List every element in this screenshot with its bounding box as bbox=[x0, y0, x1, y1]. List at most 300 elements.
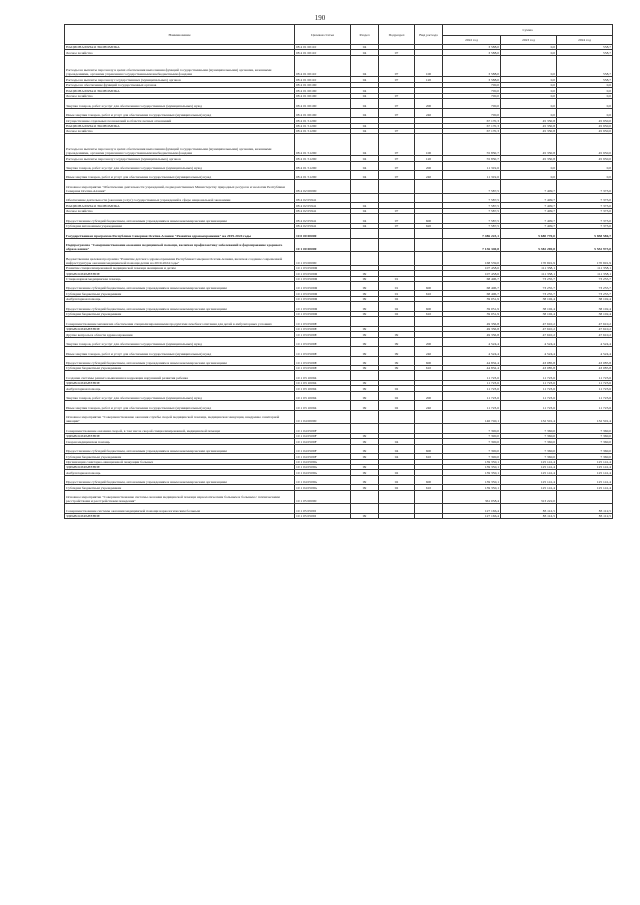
header-year-2023: 2023 год bbox=[501, 36, 557, 45]
row-sum-2022: 127 166,4 bbox=[443, 513, 501, 518]
row-sum-2024: 558,7 bbox=[557, 55, 613, 77]
row-subsection: 07 bbox=[379, 108, 415, 117]
row-expense-type bbox=[415, 252, 443, 266]
row-sum-2023: 38 102,4 bbox=[501, 296, 557, 301]
row-name: Совершенствование системы оказания медицинской помощи наркологическим больным bbox=[65, 504, 295, 513]
row-sum-2024: 73 255,7 bbox=[557, 291, 613, 296]
row-sum-2023: 313 222,0 bbox=[501, 490, 557, 504]
row-target-code: 10 1 05 0509I bbox=[295, 504, 351, 513]
row-section bbox=[351, 317, 379, 326]
row-sum-2024: 4 524,4 bbox=[557, 337, 613, 346]
row-sum-2022: 7 587,5 bbox=[443, 193, 501, 202]
row-section: 04 bbox=[351, 108, 379, 117]
row-name: Лесное хозяйство bbox=[65, 129, 295, 134]
row-sum-2023: 38 102,4 bbox=[501, 302, 557, 311]
row-section: 09 bbox=[351, 302, 379, 311]
row-name: ЗДРАВООХРАНЕНИЕ bbox=[65, 464, 295, 469]
row-name: Организация санитарно-авиационной эвакуации больных bbox=[65, 459, 295, 464]
row-target-code: 10 1 03 0509E bbox=[295, 332, 351, 337]
row-subsection: 04 bbox=[379, 439, 415, 444]
row-section: 09 bbox=[351, 311, 379, 316]
page-number: 190 bbox=[314, 14, 326, 22]
row-name: Совершенствование оказания скорой, в том числе скорой специализированной, медицинской помощи bbox=[65, 424, 295, 433]
row-sum-2024: 45 950,0 bbox=[557, 134, 613, 156]
row-sum-2024: 45 950,0 bbox=[557, 129, 613, 134]
row-sum-2023: 83 112,5 bbox=[501, 513, 557, 518]
row-name: Создание системы раннего выявления и коррекции нарушений развития ребенка bbox=[65, 371, 295, 380]
row-sum-2022: 139 350,1 bbox=[443, 475, 501, 484]
row-expense-type bbox=[415, 238, 443, 252]
row-subsection: 01 bbox=[379, 291, 415, 296]
row-section: 04 bbox=[351, 55, 379, 77]
row-sum-2022: 11 723,6 bbox=[443, 371, 501, 380]
row-name: НАЦИОНАЛЬНАЯ ЭКОНОМИКА bbox=[65, 45, 295, 50]
row-sum-2022: 7 390,0 bbox=[443, 433, 501, 438]
row-section: 09 bbox=[351, 291, 379, 296]
row-name: Расходы на выплаты персоналу государственных (муниципальных) органов bbox=[65, 77, 295, 82]
row-sum-2024: 7 373,0 bbox=[557, 208, 613, 213]
row-sum-2022: 7 486 223,1 bbox=[443, 229, 501, 238]
row-subsection: 02 bbox=[379, 475, 415, 484]
row-section: 04 bbox=[351, 123, 379, 128]
row-sum-2023: 7 360,0 bbox=[501, 454, 557, 459]
header-subsection: Подраздел bbox=[379, 25, 415, 45]
row-sum-2023: 11 723,6 bbox=[501, 401, 557, 410]
row-expense-type: 600 bbox=[415, 282, 443, 291]
row-expense-type: 600 bbox=[415, 356, 443, 365]
row-name: Лесное хозяйство bbox=[65, 208, 295, 213]
row-sum-2023: 45 350,8 bbox=[501, 156, 557, 161]
row-subsection: 04 bbox=[379, 454, 415, 459]
row-section: 09 bbox=[351, 332, 379, 337]
row-sum-2024: 7 360,0 bbox=[557, 454, 613, 459]
row-name: НАЦИОНАЛЬНАЯ ЭКОНОМИКА bbox=[65, 203, 295, 208]
row-name: Иные закупки товаров, работ и услуг для обеспечения государственных (муниципальных) нужд bbox=[65, 347, 295, 356]
row-sum-2023: 7 409,7 bbox=[501, 214, 557, 223]
row-target-code: 08 4 02 05941 bbox=[295, 203, 351, 208]
row-sum-2023: 125 141,4 bbox=[501, 485, 557, 490]
table-row bbox=[65, 490, 613, 504]
row-sum-2022: 139 350,1 bbox=[443, 470, 501, 475]
row-sum-2024: 45 950,0 bbox=[557, 156, 613, 161]
table-row bbox=[65, 410, 613, 424]
row-name: Субсидии бюджетным учреждениям bbox=[65, 454, 295, 459]
row-sum-2024: 73 255,7 bbox=[557, 282, 613, 291]
row-target-code: 10 1 04 0509G bbox=[295, 475, 351, 484]
row-name: Лесное хозяйство bbox=[65, 50, 295, 55]
row-target-code: 08 4 01 00110 bbox=[295, 55, 351, 77]
table-row bbox=[65, 99, 613, 108]
row-section: 09 bbox=[351, 296, 379, 301]
row-subsection: 07 bbox=[379, 55, 415, 77]
row-sum-2022: 7 587,5 bbox=[443, 203, 501, 208]
row-expense-type bbox=[415, 490, 443, 504]
row-section: 04 bbox=[351, 223, 379, 228]
row-section: 09 bbox=[351, 366, 379, 371]
row-sum-2024: 7 373,0 bbox=[557, 223, 613, 228]
row-sum-2023: 5 680 770,0 bbox=[501, 229, 557, 238]
row-subsection bbox=[379, 371, 415, 380]
row-name: Предоставление субсидий бюджетным, автономным учреждениям и иным некоммерческим организациям bbox=[65, 444, 295, 453]
row-section: 04 bbox=[351, 161, 379, 170]
row-sum-2024: 5 858 586,7 bbox=[557, 229, 613, 238]
row-sum-2024: 4 524,4 bbox=[557, 347, 613, 356]
row-subsection: 02 bbox=[379, 296, 415, 301]
row-subsection: 09 bbox=[379, 366, 415, 371]
row-sum-2024: 11 723,6 bbox=[557, 380, 613, 385]
row-sum-2023: 45 350,8 bbox=[501, 134, 557, 156]
row-sum-2023: 0,0 bbox=[501, 50, 557, 55]
row-sum-2022: 4 524,4 bbox=[443, 347, 501, 356]
row-sum-2023: 125 141,4 bbox=[501, 464, 557, 469]
row-target-code: 10 1 04 0509F bbox=[295, 424, 351, 433]
row-sum-2022: 68 406,7 bbox=[443, 276, 501, 281]
header-section: Раздел bbox=[351, 25, 379, 45]
row-sum-2022: 107 458,6 bbox=[443, 265, 501, 270]
row-sum-2024: 11 723,6 bbox=[557, 401, 613, 410]
row-name: Субсидии бюджетным учреждениям bbox=[65, 311, 295, 316]
row-expense-type bbox=[415, 513, 443, 518]
row-name: Обеспечение деятельности (оказание услуг) государственных учреждений в сфере национальной экономики bbox=[65, 193, 295, 202]
row-sum-2024: 125 141,4 bbox=[557, 470, 613, 475]
row-sum-2024: 0,0 bbox=[557, 161, 613, 170]
row-sum-2022: 7 587,5 bbox=[443, 180, 501, 194]
row-section bbox=[351, 229, 379, 238]
row-sum-2022: 44 832,4 bbox=[443, 356, 501, 365]
row-sum-2022: 68 406,7 bbox=[443, 291, 501, 296]
table-row bbox=[65, 317, 613, 326]
row-sum-2022: 168 539,0 bbox=[443, 252, 501, 266]
table-row bbox=[65, 347, 613, 356]
row-sum-2024: 0,0 bbox=[557, 88, 613, 93]
row-name: Государственная программа Республики Северная Осетия-Алания "Развитие здравоохранения" на 2019-2024 годы bbox=[65, 229, 295, 238]
row-sum-2023: 7 409,7 bbox=[501, 223, 557, 228]
row-sum-2024: 0,0 bbox=[557, 99, 613, 108]
row-sum-2024: 0,0 bbox=[557, 93, 613, 98]
row-section: 09 bbox=[351, 433, 379, 438]
row-sum-2023: 132 501,4 bbox=[501, 410, 557, 424]
row-sum-2022: 700,0 bbox=[443, 108, 501, 117]
budget-table bbox=[64, 24, 613, 519]
row-sum-2023: 0,0 bbox=[501, 170, 557, 179]
table-row bbox=[65, 504, 613, 513]
row-section: 09 bbox=[351, 470, 379, 475]
row-target-code: 10 1 03 0509D bbox=[295, 291, 351, 296]
row-expense-type: 610 bbox=[415, 291, 443, 296]
row-sum-2024: 43 085,8 bbox=[557, 366, 613, 371]
row-sum-2024: 125 141,4 bbox=[557, 459, 613, 464]
row-name: Закупка товаров, работ и услуг для обеспечения государственных (муниципальных) нужд bbox=[65, 161, 295, 170]
row-sum-2023: 45 350,8 bbox=[501, 118, 557, 123]
row-section: 09 bbox=[351, 326, 379, 331]
row-subsection bbox=[379, 317, 415, 326]
row-subsection: 02 bbox=[379, 470, 415, 475]
row-section: 09 bbox=[351, 337, 379, 346]
row-expense-type: 620 bbox=[415, 223, 443, 228]
row-subsection bbox=[379, 410, 415, 424]
row-name: Предоставление субсидий бюджетным, автономным учреждениям и иным некоммерческим организациям bbox=[65, 356, 295, 365]
row-section: 09 bbox=[351, 271, 379, 276]
row-sum-2024: 7 360,0 bbox=[557, 424, 613, 433]
row-section: 09 bbox=[351, 401, 379, 410]
row-name: ЗДРАВООХРАНЕНИЕ bbox=[65, 271, 295, 276]
row-sum-2022: 3 588,0 bbox=[443, 50, 501, 55]
row-target-code: 08 4 02 00000 bbox=[295, 180, 351, 194]
table-row bbox=[65, 180, 613, 194]
header-sum: Сумма bbox=[443, 25, 613, 36]
row-section: 04 bbox=[351, 88, 379, 93]
row-target-code: 10 1 03 0509E bbox=[295, 366, 351, 371]
row-sum-2022: 7 390,0 bbox=[443, 444, 501, 453]
row-sum-2022: 68 406,7 bbox=[443, 282, 501, 291]
row-sum-2022: 139 350,1 bbox=[443, 485, 501, 490]
row-sum-2024 bbox=[557, 490, 613, 504]
row-sum-2023: 73 255,7 bbox=[501, 282, 557, 291]
row-expense-type bbox=[415, 504, 443, 513]
row-expense-type: 600 bbox=[415, 444, 443, 453]
row-sum-2024: 7 360,0 bbox=[557, 433, 613, 438]
row-target-code: 10 1 03 0509E bbox=[295, 337, 351, 346]
row-sum-2024: 0,0 bbox=[557, 108, 613, 117]
row-sum-2024: 45 950,0 bbox=[557, 118, 613, 123]
row-sum-2023: 0,0 bbox=[501, 45, 557, 50]
row-sum-2022: 7 587,5 bbox=[443, 214, 501, 223]
row-target-code: 10 1 03 10094 bbox=[295, 380, 351, 385]
row-name: НАЦИОНАЛЬНАЯ ЭКОНОМИКА bbox=[65, 88, 295, 93]
row-sum-2023: 43 085,8 bbox=[501, 366, 557, 371]
row-sum-2022: 7 390,0 bbox=[443, 439, 501, 444]
row-target-code: 08 4 01 00190 bbox=[295, 82, 351, 87]
row-expense-type: 600 bbox=[415, 302, 443, 311]
row-target-code: 08 4 01 00110 bbox=[295, 45, 351, 50]
row-subsection: 09 bbox=[379, 337, 415, 346]
row-target-code: 10 1 03 10094 bbox=[295, 401, 351, 410]
table-row bbox=[65, 391, 613, 400]
row-name: Субсидии бюджетным учреждениям bbox=[65, 485, 295, 490]
row-subsection bbox=[379, 252, 415, 266]
row-name: Расходы на выплаты персоналу в целях обеспечения выполнения функций государственными (муниципальными) органами, казенными учреждениями, органами управления государственными внебюджетными фондами bbox=[65, 134, 295, 156]
row-sum-2023: 7 409,7 bbox=[501, 203, 557, 208]
row-subsection: 07 bbox=[379, 77, 415, 82]
row-section: 09 bbox=[351, 356, 379, 365]
row-target-code: 08 4 01 51290 bbox=[295, 123, 351, 128]
row-sum-2023: 11 723,6 bbox=[501, 380, 557, 385]
table-row bbox=[65, 424, 613, 433]
table-row bbox=[65, 356, 613, 365]
row-sum-2022: 11 723,6 bbox=[443, 380, 501, 385]
row-sum-2022: 139 350,1 bbox=[443, 464, 501, 469]
row-sum-2022: 55 850,7 bbox=[443, 134, 501, 156]
row-sum-2023: 45 350,8 bbox=[501, 129, 557, 134]
row-target-code: 10 1 04 00000 bbox=[295, 410, 351, 424]
row-sum-2023: 0,0 bbox=[501, 93, 557, 98]
row-target-code: 08 4 01 51290 bbox=[295, 156, 351, 161]
row-section: 09 bbox=[351, 347, 379, 356]
table-row bbox=[65, 238, 613, 252]
row-expense-type: 610 bbox=[415, 454, 443, 459]
row-expense-type bbox=[415, 193, 443, 202]
row-subsection bbox=[379, 504, 415, 513]
row-sum-2023: 47 610,2 bbox=[501, 326, 557, 331]
row-sum-2023: 0,0 bbox=[501, 77, 557, 82]
row-name: ЗДРАВООХРАНЕНИЕ bbox=[65, 326, 295, 331]
row-sum-2022: 4 524,4 bbox=[443, 337, 501, 346]
row-subsection: 07 bbox=[379, 170, 415, 179]
row-sum-2022: 127 166,4 bbox=[443, 504, 501, 513]
row-sum-2022: 361 058,4 bbox=[443, 490, 501, 504]
row-sum-2022: 67 170,3 bbox=[443, 123, 501, 128]
row-name: Субсидии бюджетным учреждениям bbox=[65, 291, 295, 296]
table-row bbox=[65, 337, 613, 346]
row-name: Развитие специализированной медицинской помощи женщинам и детям bbox=[65, 265, 295, 270]
row-sum-2023: 7 409,7 bbox=[501, 180, 557, 194]
row-section: 04 bbox=[351, 170, 379, 179]
row-target-code: 10 1 00 00000 bbox=[295, 238, 351, 252]
row-name: Субсидии автономным учреждениям bbox=[65, 223, 295, 228]
row-expense-type bbox=[415, 229, 443, 238]
row-name: Основное мероприятие "Обеспечение деятельности учреждений, подведомственных Министерству природных ресурсов и экологии Республики Северная Осетия-Алания" bbox=[65, 180, 295, 194]
row-target-code: 10 1 04 0509F bbox=[295, 439, 351, 444]
row-sum-2024: 11 723,6 bbox=[557, 386, 613, 391]
row-sum-2022: 3 588,0 bbox=[443, 45, 501, 50]
row-subsection bbox=[379, 193, 415, 202]
row-sum-2024: 83 112,5 bbox=[557, 513, 613, 518]
row-sum-2023: 0,0 bbox=[501, 82, 557, 87]
table-row bbox=[65, 302, 613, 311]
row-subsection bbox=[379, 229, 415, 238]
row-sum-2024: 558,7 bbox=[557, 77, 613, 82]
table-row bbox=[65, 108, 613, 117]
header-name: Наименование bbox=[65, 25, 295, 45]
row-target-code: 10 1 04 0509F bbox=[295, 433, 351, 438]
row-sum-2022: 39 051,9 bbox=[443, 311, 501, 316]
row-section bbox=[351, 252, 379, 266]
row-section: 09 bbox=[351, 513, 379, 518]
row-subsection: 07 bbox=[379, 161, 415, 170]
row-subsection bbox=[379, 238, 415, 252]
row-sum-2024: 7 373,0 bbox=[557, 214, 613, 223]
row-name: Расходы на обеспечение функций государственных органов bbox=[65, 82, 295, 87]
row-subsection: 09 bbox=[379, 347, 415, 356]
row-sum-2023: 11 723,6 bbox=[501, 386, 557, 391]
row-sum-2023: 4 524,4 bbox=[501, 347, 557, 356]
row-sum-2022: 700,0 bbox=[443, 82, 501, 87]
row-section: 04 bbox=[351, 134, 379, 156]
table-row bbox=[65, 475, 613, 484]
row-sum-2023: 7 409,7 bbox=[501, 193, 557, 202]
row-sum-2022: 49 356,8 bbox=[443, 317, 501, 326]
row-target-code: 10 1 03 0509D bbox=[295, 296, 351, 301]
row-sum-2022: 3 588,0 bbox=[443, 55, 501, 77]
row-target-code: 10 1 04 0509G bbox=[295, 459, 351, 464]
row-sum-2022: 67 170,3 bbox=[443, 129, 501, 134]
row-target-code: 08 4 01 51290 bbox=[295, 129, 351, 134]
row-sum-2023: 0,0 bbox=[501, 161, 557, 170]
row-sum-2023: 125 141,4 bbox=[501, 470, 557, 475]
row-sum-2024: 170 691,9 bbox=[557, 252, 613, 266]
row-name: Стационарная медицинская помощь bbox=[65, 276, 295, 281]
row-sum-2023: 73 255,7 bbox=[501, 276, 557, 281]
row-sum-2024: 38 102,4 bbox=[557, 311, 613, 316]
row-name: Скорая медицинская помощь bbox=[65, 439, 295, 444]
header-year-2024: 2024 год bbox=[557, 36, 613, 45]
row-subsection: 07 bbox=[379, 208, 415, 213]
row-sum-2022: 7 136 340,8 bbox=[443, 238, 501, 252]
row-name: Основное мероприятие "Совершенствование оказания службы скорой медицинской помощи, медицинская эвакуация, внедрение санитарной авиации" bbox=[65, 410, 295, 424]
row-section: 09 bbox=[351, 444, 379, 453]
header-expense-type: Вид расхода bbox=[415, 25, 443, 45]
row-section bbox=[351, 180, 379, 194]
row-subsection: 09 bbox=[379, 356, 415, 365]
row-name: ЗДРАВООХРАНЕНИЕ bbox=[65, 380, 295, 385]
row-target-code: 08 4 01 51290 bbox=[295, 161, 351, 170]
row-sum-2022: 7 390,0 bbox=[443, 424, 501, 433]
row-expense-type: 120 bbox=[415, 156, 443, 161]
row-name: Закупка товаров, работ и услуг для обеспечения государственных (муниципальных) нужд bbox=[65, 99, 295, 108]
row-section: 09 bbox=[351, 439, 379, 444]
row-subsection: 07 bbox=[379, 134, 415, 156]
row-target-code: 10 1 03 0509D bbox=[295, 276, 351, 281]
header-year-2022: 2022 год bbox=[443, 36, 501, 45]
row-target-code: 08 4 01 00190 bbox=[295, 108, 351, 117]
row-section: 04 bbox=[351, 129, 379, 134]
row-sum-2023: 7 360,0 bbox=[501, 433, 557, 438]
row-target-code: 10 1 03 0509E bbox=[295, 347, 351, 356]
row-section: 04 bbox=[351, 77, 379, 82]
row-target-code: 08 4 02 05941 bbox=[295, 193, 351, 202]
row-subsection: 02 bbox=[379, 302, 415, 311]
row-sum-2022: 11 319,6 bbox=[443, 170, 501, 179]
row-section: 04 bbox=[351, 214, 379, 223]
row-sum-2024: 125 141,4 bbox=[557, 475, 613, 484]
row-sum-2022: 49 356,8 bbox=[443, 332, 501, 337]
row-name: Основное мероприятие "Совершенствование системы оказания медицинской помощи наркологическим больным и больным с психическими расстройствами и расстройствами поведения" bbox=[65, 490, 295, 504]
row-target-code: 10 1 03 10094 bbox=[295, 391, 351, 400]
row-sum-2024: 47 610,2 bbox=[557, 317, 613, 326]
row-target-code: 08 4 01 00110 bbox=[295, 77, 351, 82]
row-sum-2024: 125 141,4 bbox=[557, 464, 613, 469]
row-sum-2024: 5 552 973,0 bbox=[557, 238, 613, 252]
row-sum-2023: 7 409,7 bbox=[501, 208, 557, 213]
row-name: Расходы на выплаты персоналу государственных (муниципальных) органов bbox=[65, 156, 295, 161]
row-expense-type: 610 bbox=[415, 311, 443, 316]
table-row bbox=[65, 252, 613, 266]
row-sum-2022: 11 723,6 bbox=[443, 391, 501, 400]
row-sum-2022: 7 587,5 bbox=[443, 208, 501, 213]
row-sum-2023: 73 255,7 bbox=[501, 291, 557, 296]
row-subsection: 02 bbox=[379, 401, 415, 410]
row-sum-2022: 11 723,6 bbox=[443, 386, 501, 391]
row-sum-2024: 11 723,6 bbox=[557, 371, 613, 380]
row-section bbox=[351, 193, 379, 202]
row-name: Амбулаторная помощь bbox=[65, 296, 295, 301]
row-sum-2023: 11 723,6 bbox=[501, 391, 557, 400]
row-name: Предоставление субсидий бюджетным, автономным учреждениям и иным некоммерческим организациям bbox=[65, 282, 295, 291]
row-name: Закупка товаров, работ и услуг для обеспечения государственных (муниципальных) нужд bbox=[65, 337, 295, 346]
row-sum-2022: 39 051,9 bbox=[443, 302, 501, 311]
row-sum-2022: 3 588,0 bbox=[443, 77, 501, 82]
row-subsection: 07 bbox=[379, 50, 415, 55]
row-subsection bbox=[379, 180, 415, 194]
row-sum-2024: 45 950,0 bbox=[557, 123, 613, 128]
row-section: 09 bbox=[351, 485, 379, 490]
row-target-code: 10 1 03 0509D bbox=[295, 302, 351, 311]
row-sum-2023: 0,0 bbox=[501, 88, 557, 93]
row-target-code: 10 1 03 0509D bbox=[295, 282, 351, 291]
row-sum-2023: 38 102,4 bbox=[501, 311, 557, 316]
row-expense-type bbox=[415, 180, 443, 194]
row-sum-2023: 7 360,0 bbox=[501, 439, 557, 444]
